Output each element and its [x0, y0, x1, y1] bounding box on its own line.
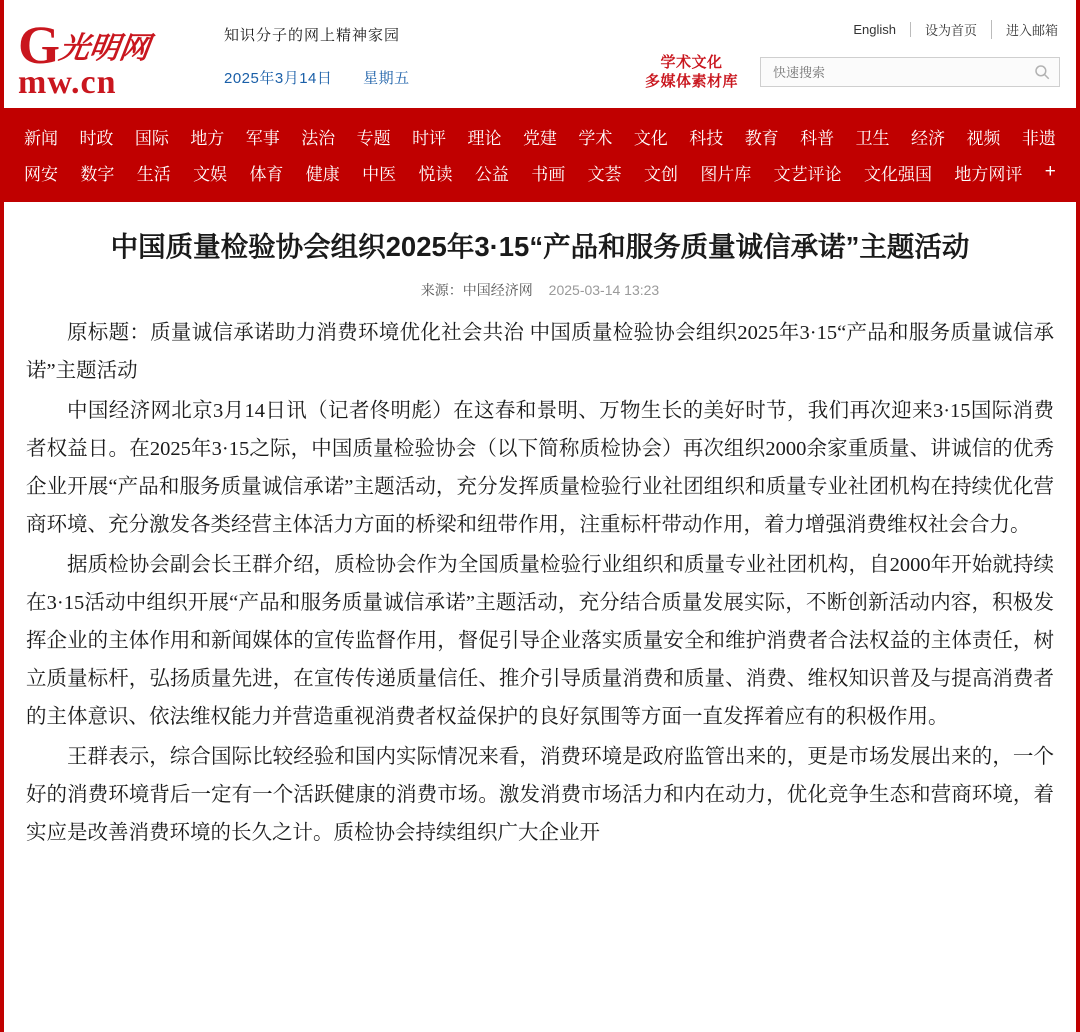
logo-domain: mw.cn [18, 64, 117, 101]
nav-item-public-welfare[interactable]: 公益 [474, 164, 509, 184]
nav-item-special[interactable]: 专题 [356, 128, 391, 148]
site-header [4, 0, 1076, 108]
nav-item-politics[interactable]: 时政 [79, 128, 114, 148]
main-navigation [4, 108, 1076, 202]
nav-item-cybersecurity[interactable]: 网安 [24, 164, 58, 184]
nav-item-cultural-creative[interactable]: 文创 [643, 164, 678, 184]
site-logo[interactable] [18, 14, 196, 100]
nav-item-art-review[interactable]: 文艺评论 [773, 164, 842, 184]
academic-badge-line1: 学术文化 [660, 54, 723, 71]
nav-item-sports[interactable]: 体育 [249, 164, 284, 184]
nav-item-military[interactable]: 军事 [245, 128, 280, 148]
top-link-set-homepage[interactable]: 设为首页 [911, 20, 992, 39]
nav-item-intangible-heritage[interactable]: 非遗 [1021, 128, 1056, 148]
site-weekday: 星期五 [363, 70, 410, 87]
article-paragraph: 据质检协会副会长王群介绍，质检协会作为全国质量检验行业组织和质量专业社团机构，自2000年开始就持续在3·15活动中组织开展“产品和服务质量诚信承诺”主题活动，充分结合质量发展实际，不断创新活动内容，积极发挥企业的主体作用和新闻媒体的宣传监督作用，督促引导企业落实质量安全和维护消费者合法权益的主体责任，树立质量标杆，弘扬质量先进，在宣传传递质量信任、推介引导质量消费和质量、消费、维权知识普及与提高消费者的主体意识、依法维权能力并营造重视消费者权益保护的良好氛围等方面一直发挥着应有的积极作用。 [26, 554, 1054, 728]
nav-item-local-review[interactable]: 地方网评 [954, 164, 1023, 184]
nav-item-commentary[interactable]: 时评 [412, 128, 447, 148]
nav-item-economy[interactable]: 经济 [911, 128, 945, 148]
site-date: 2025年3月14日 [224, 70, 333, 87]
article-timestamp: 2025-03-14 13:23 [548, 282, 660, 298]
nav-item-tcm[interactable]: 中医 [362, 164, 397, 184]
nav-item-news[interactable]: 新闻 [24, 128, 58, 148]
nav-item-international[interactable]: 国际 [134, 128, 169, 148]
nav-item-health[interactable]: 健康 [305, 164, 340, 184]
logo-letter: G [18, 15, 59, 75]
article-paragraph: 中国经济网北京3月14日讯（记者佟明彪）在这春和景明、万物生长的美好时节，我们再次迎来3·15国际消费者权益日。在2025年3·15之际，中国质量检验协会（以下简称质检协会）再次组织2000余家重质量、讲诚信的优秀企业开展“产品和服务质量诚信承诺”主题活动，充分发挥质量检验行业社团组织和质量专业社团机构在持续优化营商环境、充分激发各类经营主体活力方面的桥梁和纽带作用，注重标杆带动作用，着力增强消费维权社会合力。 [26, 400, 1054, 536]
article-container [4, 202, 1076, 852]
nav-item-digital[interactable]: 数字 [80, 164, 115, 184]
nav-item-painting-calligraphy[interactable]: 书画 [531, 164, 566, 184]
nav-item-life[interactable]: 生活 [136, 164, 171, 184]
nav-item-local[interactable]: 地方 [190, 128, 225, 148]
nav-more-button[interactable]: + [1044, 161, 1056, 182]
nav-item-technology[interactable]: 科技 [689, 128, 724, 148]
academic-culture-badge[interactable] [645, 53, 738, 91]
top-link-english[interactable]: English [839, 22, 911, 37]
site-date-block [224, 67, 410, 88]
search-icon[interactable] [1033, 63, 1051, 81]
nav-item-law[interactable]: 法治 [301, 128, 336, 148]
nav-item-entertainment[interactable]: 文娱 [193, 164, 228, 184]
search-box[interactable] [760, 57, 1060, 87]
nav-item-cultural-power[interactable]: 文化强国 [864, 164, 933, 184]
search-row [645, 53, 1060, 91]
article-body [26, 314, 1054, 852]
nav-item-culture[interactable]: 文化 [633, 128, 668, 148]
article-paragraph: 王群表示，综合国际比较经验和国内实际情况来看，消费环境是政府监管出来的，更是市场发展出来的，一个好的消费环境背后一定有一个活跃健康的消费市场。激发消费市场活力和内在动力，优化竞争生态和营商环境，着实应是改善消费环境的长久之计。质检协会持续组织广大企业开 [26, 746, 1054, 844]
nav-row-1 [24, 118, 1056, 154]
page-title: 中国质量检验协会组织2025年3·15“产品和服务质量诚信承诺”主题活动 [110, 231, 970, 262]
nav-row-2 [24, 154, 1056, 190]
article-source: 来源：中国经济网 [420, 282, 533, 298]
top-link-mailbox[interactable]: 进入邮箱 [1005, 23, 1058, 38]
nav-item-academic[interactable]: 学术 [578, 128, 613, 148]
nav-item-party[interactable]: 党建 [522, 128, 557, 148]
site-slogan-block [196, 14, 410, 88]
logo-wordmark: 光明网 [57, 32, 152, 65]
article-original-title: 原标题：质量诚信承诺助力消费环境优化社会共治 中国质量检验协会组织2025年3·15“产品和服务质量诚信承诺”主题活动 [26, 322, 1054, 382]
nav-item-literature-collection[interactable]: 文荟 [587, 164, 622, 184]
nav-item-reading[interactable]: 悦读 [418, 164, 453, 184]
article-meta [26, 280, 1054, 300]
header-right [645, 14, 1060, 91]
nav-item-theory[interactable]: 理论 [467, 128, 502, 148]
nav-item-photo-gallery[interactable]: 图片库 [700, 164, 752, 184]
site-slogan: 知识分子的网上精神家园 [224, 27, 401, 44]
academic-badge-line2: 多媒体素材库 [644, 73, 738, 90]
nav-item-science-popular[interactable]: 科普 [800, 128, 835, 148]
top-links [839, 20, 1060, 39]
nav-item-education[interactable]: 教育 [744, 128, 779, 148]
search-input[interactable] [771, 64, 1033, 81]
nav-item-video[interactable]: 视频 [966, 128, 1001, 148]
nav-item-health-care[interactable]: 卫生 [855, 128, 890, 148]
